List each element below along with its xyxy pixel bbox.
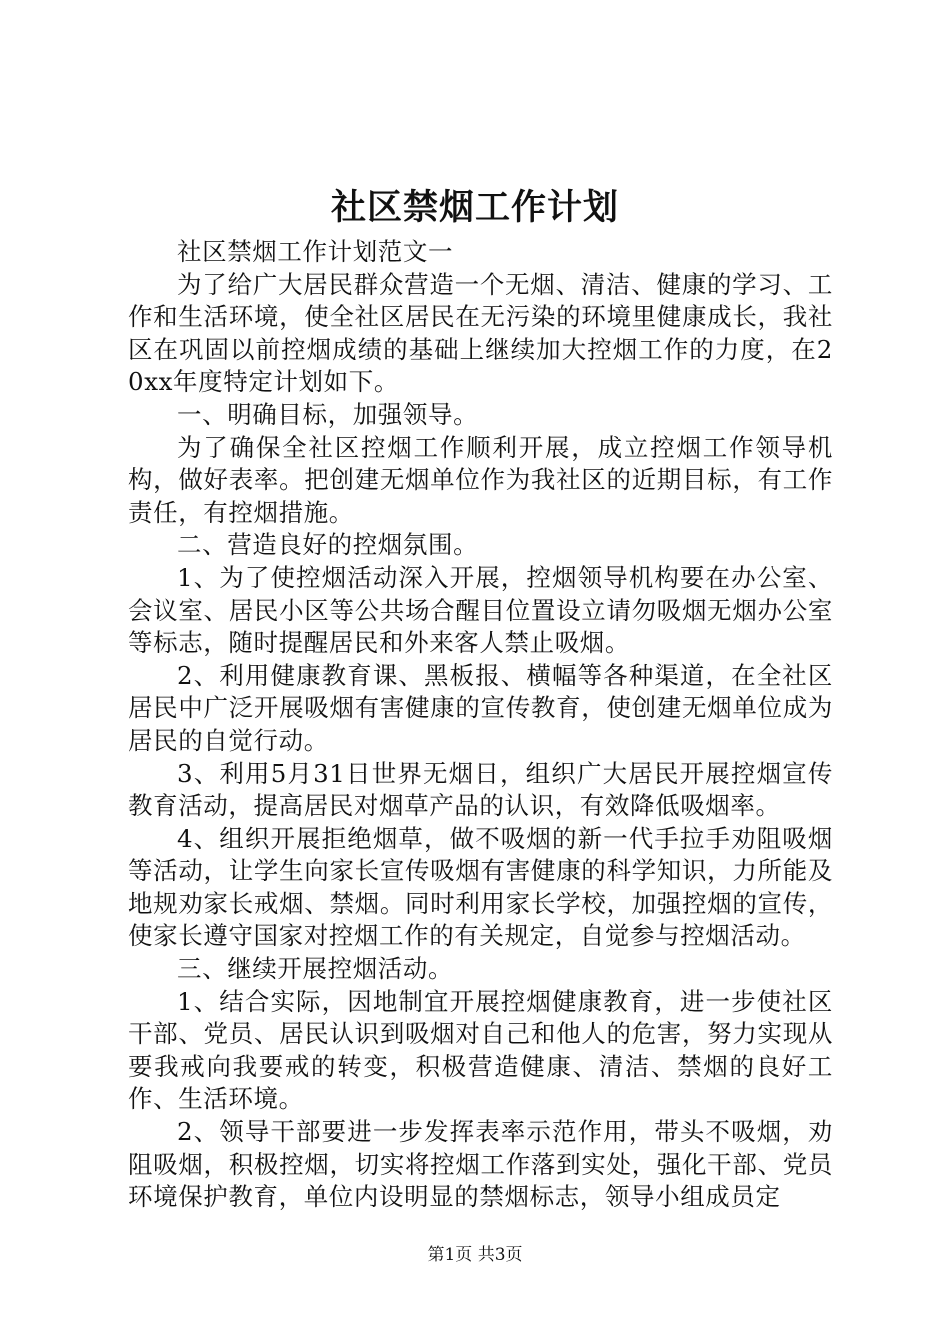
page-number-footer: 第1页 共3页 (427, 1245, 523, 1265)
paragraph: 2、利用健康教育课、黑板报、横幅等各种渠道，在全社区居民中广泛开展吸烟有害健康的宣传教育，使创建无烟单位成为居民的自觉行动。 (128, 660, 833, 755)
section-heading-3: 三、继续开展控烟活动。 (177, 954, 454, 984)
paragraph-intro: 为了给广大居民群众营造一个无烟、清洁、健康的学习、工作和生活环境，使全社区居民在无污染的环境里健康成长，我社区在巩固以前控烟成绩的基础上继续加大控烟工作的力度，在20xx年度特定计划如下。 (128, 269, 833, 397)
document-title: 社区禁烟工作计划 (330, 187, 619, 228)
paragraph: 3、利用5月31日世界无烟日，组织广大居民开展控烟宣传教育活动，提高居民对烟草产品的认识，有效降低吸烟率。 (128, 758, 833, 821)
paragraph: 为了确保全社区控烟工作顺利开展，成立控烟工作领导机构，做好表率。把创建无烟单位作为我社区的近期目标，有工作责任，有控烟措施。 (128, 432, 833, 527)
paragraph: 2、领导干部要进一步发挥表率示范作用，带头不吸烟，劝阻吸烟，积极控烟，切实将控烟工作落到实处，强化干部、党员环境保护教育，单位内设明显的禁烟标志，领导小组成员定 (128, 1117, 833, 1212)
paragraph: 4、组织开展拒绝烟草，做不吸烟的新一代手拉手劝阻吸烟等活动，让学生向家长宣传吸烟有害健康的科学知识，力所能及地规劝家长戒烟、禁烟。同时利用家长学校，加强控烟的宣传，使家长遵守国家对控烟工作的有关规定，自觉参与控烟活动。 (128, 823, 833, 951)
section-heading-1: 一、明确目标，加强领导。 (177, 399, 479, 429)
section-heading-2: 二、营造良好的控烟氛围。 (177, 530, 479, 560)
paragraph: 1、为了使控烟活动深入开展，控烟领导机构要在办公室、会议室、居民小区等公共场合醒目位置设立请勿吸烟无烟办公室等标志，随时提醒居民和外来客人禁止吸烟。 (128, 562, 833, 658)
paragraph: 1、结合实际，因地制宜开展控烟健康教育，进一步使社区干部、党员、居民认识到吸烟对自己和他人的危害，努力实现从要我戒向我要戒的转变，积极营造健康、清洁、禁烟的良好工作、生活环境。 (128, 986, 833, 1114)
paragraph-subtitle: 社区禁烟工作计划范文一 (177, 237, 454, 266)
document-body (128, 236, 833, 1214)
